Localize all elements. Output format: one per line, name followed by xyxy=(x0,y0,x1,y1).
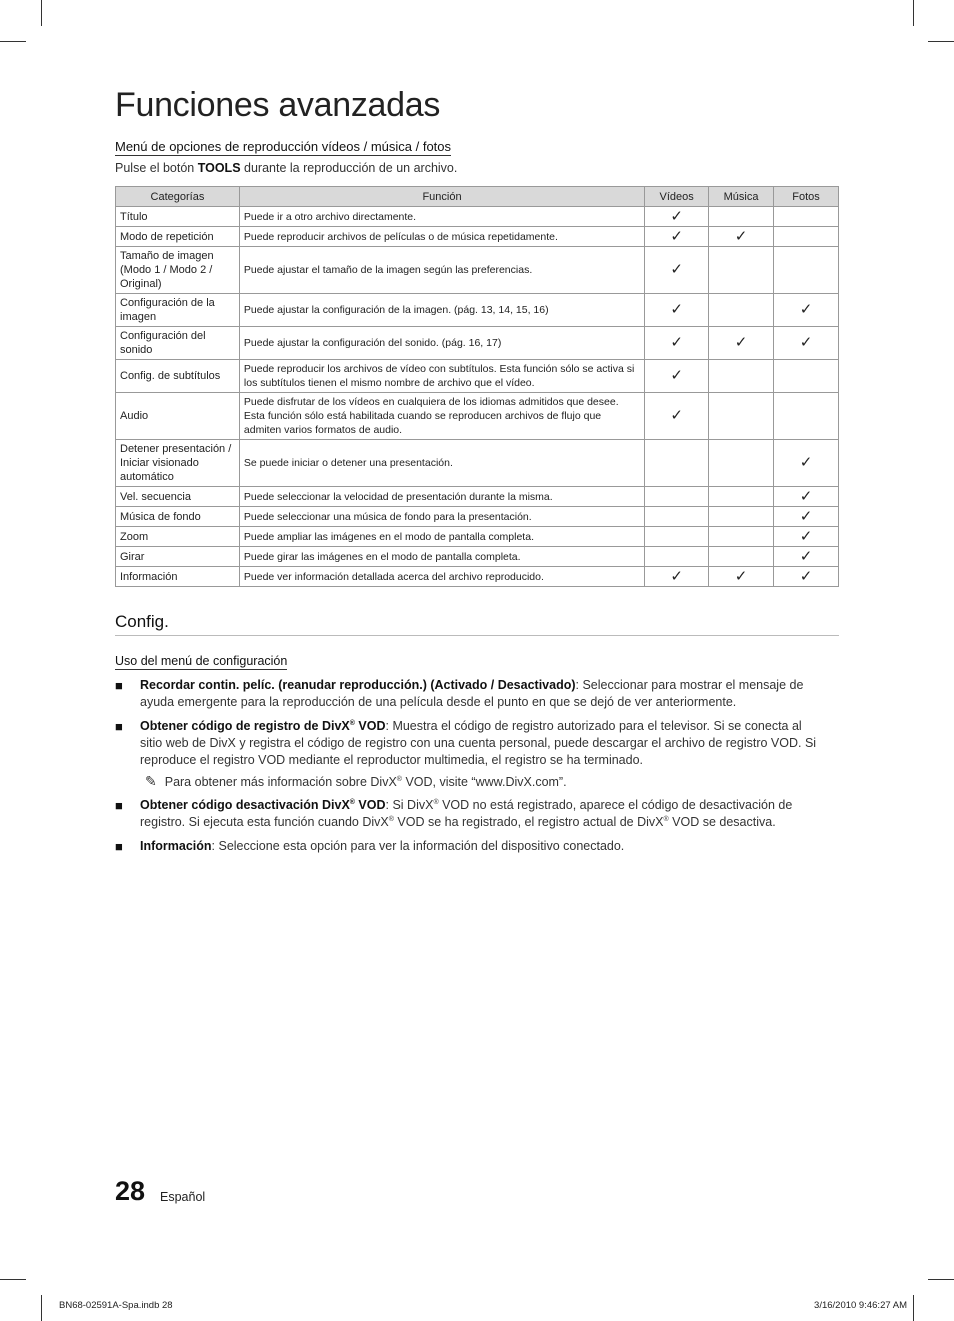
cell-musica xyxy=(709,567,774,587)
cell-fotos xyxy=(774,567,839,587)
row-function: Puede reproducir archivos de películas o de música repetidamente. xyxy=(239,227,644,247)
row-category: Config. de subtítulos xyxy=(116,360,240,393)
row-category: Información xyxy=(116,567,240,587)
table-row xyxy=(116,507,839,527)
header-musica: Música xyxy=(709,187,774,207)
check-icon: ✓ xyxy=(799,567,813,585)
page-number: 28 xyxy=(115,1176,146,1206)
row-function: Puede ajustar la configuración de la imagen. (pág. 13, 14, 15, 16) xyxy=(239,294,644,327)
crop-mark xyxy=(928,41,954,42)
cell-videos xyxy=(645,487,709,507)
row-function: Se puede iniciar o detener una presentación. xyxy=(239,440,644,487)
divx-note: ✎ Para obtener más información sobre DivX® VOD, visite “www.DivX.com”. xyxy=(145,773,567,789)
row-function: Puede reproducir los archivos de vídeo con subtítulos. Esta función sólo se activa si los subtítulos tienen el mismo nombre de archivo que el vídeo. xyxy=(239,360,644,393)
cell-fotos xyxy=(774,327,839,360)
crop-mark xyxy=(41,0,42,26)
crop-mark xyxy=(41,1295,42,1321)
page-title: Funciones avanzadas xyxy=(115,86,441,124)
row-category: Detener presentación / Iniciar visionado automático xyxy=(116,440,240,487)
cell-videos xyxy=(645,327,709,360)
cell-videos xyxy=(645,393,709,440)
intro-text: Pulse el botón TOOLS durante la reproducción de un archivo. xyxy=(115,161,458,175)
cell-musica xyxy=(709,527,774,547)
row-category: Configuración de la imagen xyxy=(116,294,240,327)
table-row xyxy=(116,294,839,327)
table-row xyxy=(116,360,839,393)
check-icon: ✓ xyxy=(670,301,683,318)
cell-musica xyxy=(709,247,774,294)
row-category: Modo de repetición xyxy=(116,227,240,247)
bullet-square-icon: ■ xyxy=(115,839,123,854)
cell-videos xyxy=(645,207,709,227)
cell-videos xyxy=(645,527,709,547)
row-function: Puede girar las imágenes en el modo de pantalla completa. xyxy=(239,547,644,567)
cell-fotos xyxy=(774,360,839,393)
table-row xyxy=(116,207,839,227)
check-icon: ✓ xyxy=(670,227,683,245)
crop-mark xyxy=(913,1295,914,1321)
bullet-informacion: ■ Información: Seleccione esta opción para ver la información del dispositivo conectado. xyxy=(115,839,625,854)
bullet-divx-registration: ■ Obtener código de registro de DivX® VOD: Muestra el código de registro autorizado para el televisor. Si se conecta al sitio web de DivX y registra el código de registro con una cuenta personal, puede descargar el archivo de registro VOD. Si reproduce el registro VOD mediante el reproductor multimedia, el registro se ha terminado. ✎ Para obtener más información sobre DivX® VOD, visite “www.DivX.com”. xyxy=(115,718,827,791)
row-category: Título xyxy=(116,207,240,227)
crop-mark xyxy=(0,41,26,42)
check-icon: ✓ xyxy=(734,567,748,585)
cell-musica xyxy=(709,547,774,567)
table-row xyxy=(116,547,839,567)
check-icon: ✓ xyxy=(670,567,683,585)
cell-fotos xyxy=(774,294,839,327)
row-function: Puede ver información detallada acerca del archivo reproducido. xyxy=(239,567,644,587)
check-icon: ✓ xyxy=(734,227,748,245)
crop-mark xyxy=(928,1279,954,1280)
header-funcion: Función xyxy=(239,187,644,207)
playback-menu-heading: Menú de opciones de reproducción vídeos / música / fotos xyxy=(115,139,452,154)
check-icon: ✓ xyxy=(799,547,813,565)
cell-musica xyxy=(709,294,774,327)
cell-fotos xyxy=(774,393,839,440)
table-row xyxy=(116,487,839,507)
cell-musica xyxy=(709,227,774,247)
check-icon: ✓ xyxy=(734,334,748,351)
print-timestamp: 3/16/2010 9:46:27 AM xyxy=(814,1300,907,1311)
cell-musica xyxy=(709,207,774,227)
row-function: Puede ajustar el tamaño de la imagen según las preferencias. xyxy=(239,247,644,294)
check-icon: ✓ xyxy=(799,487,813,505)
bullet-resume-playback: ■ Recordar contin. pelíc. (reanudar reproducción.) (Activado / Desactivado): Seleccionar para mostrar el mensaje de ayuda emergente para la reproducción de una película desde el punto en que se dejó de ver anteriormente. xyxy=(115,678,804,709)
tools-button-label: TOOLS xyxy=(197,161,241,175)
options-table xyxy=(115,186,839,587)
row-function: Puede seleccionar la velocidad de presentación durante la misma. xyxy=(239,487,644,507)
crop-mark xyxy=(913,0,914,26)
row-category: Vel. secuencia xyxy=(116,487,240,507)
table-row xyxy=(116,527,839,547)
cell-videos xyxy=(645,247,709,294)
check-icon: ✓ xyxy=(799,334,813,351)
row-category: Tamaño de imagen (Modo 1 / Modo 2 / Original) xyxy=(116,247,240,294)
check-icon: ✓ xyxy=(799,454,813,471)
config-menu-subheading: Uso del menú de configuración xyxy=(115,654,288,668)
cell-fotos xyxy=(774,527,839,547)
cell-fotos xyxy=(774,247,839,294)
config-section-title: Config. xyxy=(115,612,839,636)
cell-videos xyxy=(645,567,709,587)
cell-fotos xyxy=(774,440,839,487)
header-fotos: Fotos xyxy=(774,187,839,207)
page-language: Español xyxy=(160,1190,206,1204)
row-category: Música de fondo xyxy=(116,507,240,527)
row-function: Puede disfrutar de los vídeos en cualquiera de los idiomas admitidos que desee. Esta función sólo está habilitada cuando se reproducen archivos de flujo que admiten varios formatos de audio. xyxy=(239,393,644,440)
cell-musica xyxy=(709,440,774,487)
row-category: Zoom xyxy=(116,527,240,547)
header-categorias: Categorías xyxy=(116,187,240,207)
bullet-divx-deactivation: ■ Obtener código desactivación DivX® VOD: Si DivX® VOD no está registrado, aparece el código de desactivación de registro. Si ejecuta esta función cuando DivX® VOD se ha registrado, el registro actual de DivX® VOD se desactiva. xyxy=(115,798,793,829)
cell-musica xyxy=(709,393,774,440)
bullet-square-icon: ■ xyxy=(115,798,123,813)
table-row xyxy=(116,227,839,247)
check-icon: ✓ xyxy=(799,301,813,318)
check-icon: ✓ xyxy=(670,207,683,225)
table-row xyxy=(116,440,839,487)
crop-mark xyxy=(0,1279,26,1280)
cell-fotos xyxy=(774,547,839,567)
row-category: Audio xyxy=(116,393,240,440)
cell-fotos xyxy=(774,227,839,247)
check-icon: ✓ xyxy=(670,367,683,384)
cell-musica xyxy=(709,507,774,527)
cell-musica xyxy=(709,487,774,507)
check-icon: ✓ xyxy=(799,527,813,545)
cell-videos xyxy=(645,547,709,567)
note-pencil-icon: ✎ xyxy=(145,773,157,789)
cell-videos xyxy=(645,440,709,487)
row-category: Girar xyxy=(116,547,240,567)
cell-musica xyxy=(709,360,774,393)
table-row xyxy=(116,567,839,587)
header-videos: Vídeos xyxy=(645,187,709,207)
cell-fotos xyxy=(774,487,839,507)
cell-fotos xyxy=(774,207,839,227)
row-category: Configuración del sonido xyxy=(116,327,240,360)
check-icon: ✓ xyxy=(670,407,683,424)
cell-fotos xyxy=(774,507,839,527)
row-function: Puede ir a otro archivo directamente. xyxy=(239,207,644,227)
row-function: Puede ampliar las imágenes en el modo de pantalla completa. xyxy=(239,527,644,547)
bullet-square-icon: ■ xyxy=(115,719,123,734)
row-function: Puede ajustar la configuración del sonido. (pág. 16, 17) xyxy=(239,327,644,360)
cell-videos xyxy=(645,294,709,327)
cell-musica xyxy=(709,327,774,360)
cell-videos xyxy=(645,360,709,393)
table-row xyxy=(116,327,839,360)
check-icon: ✓ xyxy=(799,507,813,525)
check-icon: ✓ xyxy=(670,334,683,351)
print-file-name: BN68-02591A-Spa.indb 28 xyxy=(59,1300,173,1311)
row-function: Puede seleccionar una música de fondo para la presentación. xyxy=(239,507,644,527)
bullet-square-icon: ■ xyxy=(115,678,123,693)
table-row xyxy=(116,247,839,294)
cell-videos xyxy=(645,507,709,527)
check-icon: ✓ xyxy=(670,261,683,278)
cell-videos xyxy=(645,227,709,247)
table-header-row xyxy=(116,187,839,207)
table-row xyxy=(116,393,839,440)
